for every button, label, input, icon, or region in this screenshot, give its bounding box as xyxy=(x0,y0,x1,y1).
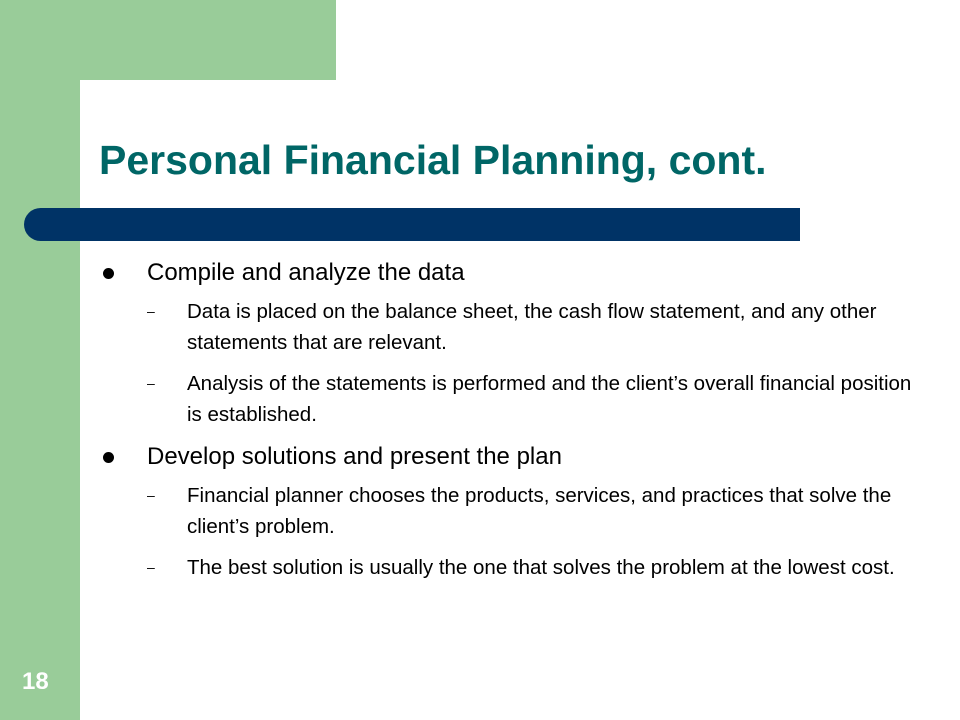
subbullet-text: Data is placed on the balance sheet, the cash flow statement, and any other statements that are relevant. xyxy=(187,300,877,354)
subbullet-text: Financial planner chooses the products, services, and practices that solve the client’s problem. xyxy=(187,484,892,538)
bullet-compile-analyze xyxy=(100,256,920,290)
left-green-sidebar xyxy=(0,0,80,720)
subbullet-data-placement xyxy=(100,296,920,358)
title-underline-bar xyxy=(24,208,800,241)
bullet-text: Compile and analyze the data xyxy=(147,259,465,286)
slide-content xyxy=(100,256,920,593)
dash-marker: – xyxy=(147,375,155,391)
subbullet-analysis xyxy=(100,368,920,430)
bullet-dot-icon xyxy=(103,268,114,279)
dash-marker: – xyxy=(147,303,155,319)
bullet-develop-solutions xyxy=(100,440,920,474)
bullet-dot-icon xyxy=(103,452,114,463)
subbullet-text: Analysis of the statements is performed and the client’s overall financial position is established. xyxy=(187,372,912,426)
slide-number: 18 xyxy=(22,668,49,695)
subbullet-planner-choices xyxy=(100,480,920,542)
slide-title: Personal Financial Planning, cont. xyxy=(99,137,767,183)
dash-marker: – xyxy=(147,559,155,575)
top-green-block xyxy=(0,0,336,80)
subbullet-best-solution xyxy=(100,552,920,583)
dash-marker: – xyxy=(147,487,155,503)
bullet-text: Develop solutions and present the plan xyxy=(147,443,562,470)
subbullet-text: The best solution is usually the one that solves the problem at the lowest cost. xyxy=(187,556,895,579)
